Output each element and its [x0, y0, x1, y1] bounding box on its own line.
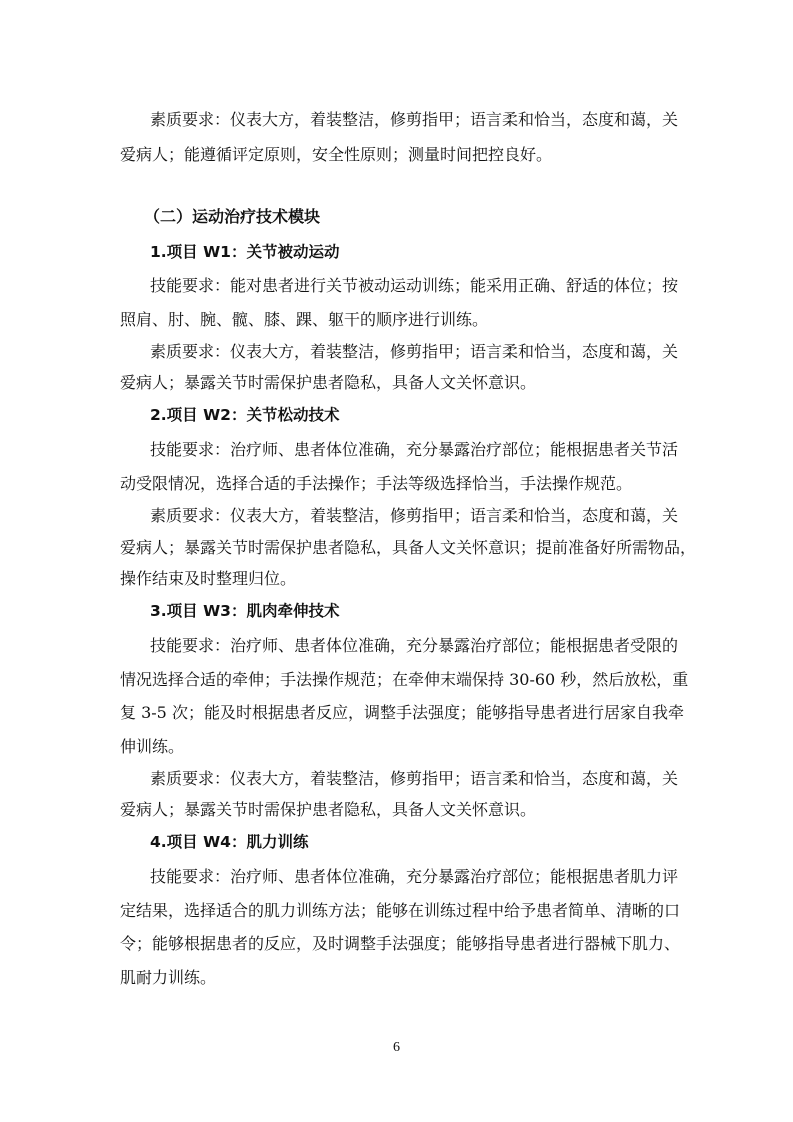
paragraph-line: 复 3-5 次；能及时根据患者反应，调整手法强度；能够指导患者进行居家自我牵 — [120, 703, 684, 722]
paragraph-line: 技能要求：能对患者进行关节被动运动训练；能采用正确、舒适的体位；按 — [150, 276, 679, 295]
paragraph-line: 肌耐力训练。 — [120, 968, 217, 987]
paragraph-line: 素质要求：仪表大方，着装整洁，修剪指甲；语言柔和恰当，态度和蔼，关 — [150, 506, 679, 525]
paragraph-line: 伸训练。 — [120, 737, 185, 756]
paragraph-line: 操作结束及时整理归位。 — [120, 569, 297, 588]
item-heading-w3: 3.项目 W3：肌肉牵伸技术 — [150, 602, 340, 620]
paragraph-line: 爱病人；暴露关节时需保护患者隐私，具备人文关怀意识。 — [120, 800, 537, 819]
paragraph-line: 定结果，选择适合的肌力训练方法；能够在训练过程中给予患者简单、清晰的口 — [120, 901, 681, 920]
paragraph-line: 技能要求：治疗师、患者体位准确，充分暴露治疗部位；能根据患者受限的 — [150, 636, 679, 655]
paragraph-line: 技能要求：治疗师、患者体位准确，充分暴露治疗部位；能根据患者肌力评 — [150, 867, 679, 886]
paragraph-line: 动受限情况，选择合适的手法操作；手法等级选择恰当，手法操作规范。 — [120, 474, 633, 493]
paragraph-line: 素质要求：仪表大方，着装整洁，修剪指甲；语言柔和恰当，态度和蔼，关 — [150, 110, 679, 129]
paragraph-line: 爱病人；能遵循评定原则，安全性原则；测量时间把控良好。 — [120, 145, 553, 164]
item-heading-w4: 4.项目 W4：肌力训练 — [150, 833, 309, 851]
item-heading-w1: 1.项目 W1：关节被动运动 — [150, 243, 340, 261]
item-heading-w2: 2.项目 W2：关节松动技术 — [150, 406, 340, 424]
paragraph-line: 照肩、肘、腕、髋、膝、踝、躯干的顺序进行训练。 — [120, 310, 489, 329]
paragraph-line: 素质要求：仪表大方，着装整洁，修剪指甲；语言柔和恰当，态度和蔼，关 — [150, 342, 679, 361]
section-heading: （二）运动治疗技术模块 — [144, 207, 321, 226]
paragraph-line: 技能要求：治疗师、患者体位准确，充分暴露治疗部位；能根据患者关节活 — [150, 440, 679, 459]
paragraph-line: 素质要求：仪表大方，着装整洁，修剪指甲；语言柔和恰当，态度和蔼，关 — [150, 769, 679, 788]
page-number: 6 — [393, 1040, 400, 1055]
paragraph-line: 爱病人；暴露关节时需保护患者隐私，具备人文关怀意识；提前准备好所需物品， — [120, 538, 697, 557]
paragraph-line: 情况选择合适的牵伸；手法操作规范；在牵伸末端保持 30-60 秒，然后放松，重 — [120, 670, 689, 689]
paragraph-line: 令；能够根据患者的反应，及时调整手法强度；能够指导患者进行器械下肌力、 — [120, 934, 681, 953]
paragraph-line: 爱病人；暴露关节时需保护患者隐私，具备人文关怀意识。 — [120, 373, 537, 392]
